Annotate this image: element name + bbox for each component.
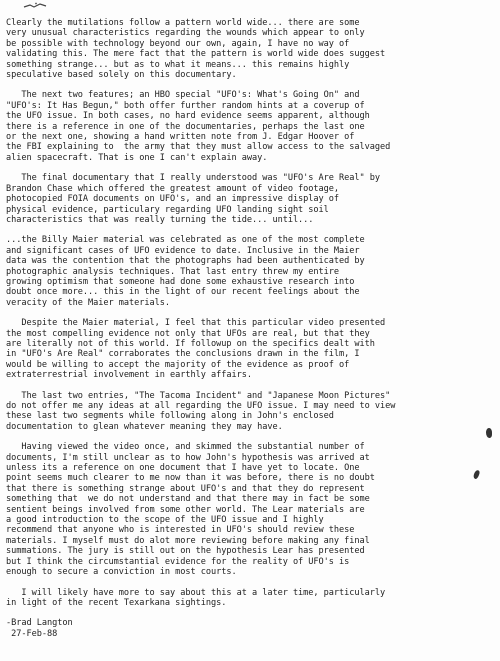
text-line: photographic analysis techniques. That last entry threw my entire: [6, 266, 340, 277]
text-line: very unusual characteristics regarding the wounds which appear to only: [6, 28, 365, 39]
paragraph: [6, 391, 494, 433]
paragraph: [6, 18, 494, 80]
text-line: something that we do not understand and that there may in fact be some: [6, 494, 370, 505]
text-line: Despite the Maier material, I feel that this particular video presented: [6, 318, 386, 329]
signature-name: -Brad Langton: [6, 618, 73, 629]
text-line: the UFO issue. In both cases, no hard evidence seems apparent, although: [6, 111, 370, 122]
signature-date: 27-Feb-88: [6, 628, 58, 639]
text-line: sentient beings involved from some other world. The Lear materials are: [6, 504, 365, 515]
paragraph: [6, 442, 494, 577]
paragraph: [6, 318, 494, 380]
text-line: a good introduction to the scope of the UFO issue and I highly: [6, 515, 324, 526]
text-line: but I think the circumstantial evidence for the reality of UFO's is: [6, 556, 350, 567]
scan-blot-mark: [486, 428, 492, 438]
paragraph: [6, 588, 494, 609]
document-body: [6, 18, 494, 639]
text-line: speculative based solely on this documentary.: [6, 70, 237, 81]
text-line: I will likely have more to say about this at a later time, particularly: [6, 587, 386, 598]
text-line: Brandon Chase which offered the greatest amount of video footage,: [6, 183, 340, 194]
text-line: physical evidence, particulary regarding UFO landing sight soil: [6, 204, 329, 215]
text-line: Having viewed the video once, and skimmed the substantial number of: [6, 442, 365, 453]
text-line: documentation to glean whatever meaning they may have.: [6, 421, 283, 432]
text-line: Clearly the mutilations follow a pattern world wide... there are some: [6, 18, 360, 28]
text-line: unless its a reference on one document that I have yet to locate. One: [6, 463, 360, 474]
text-line: summations. The jury is still out on the hypothesis Lear has presented: [6, 546, 365, 557]
scan-smudge-mark: [22, 2, 48, 10]
text-line: point seems much clearer to me now than it was before, there is no doubt: [6, 473, 375, 484]
text-line: characteristics that was really turning the tide... until...: [6, 214, 314, 225]
text-line: extraterrestrial involvement in earthly affairs.: [6, 370, 252, 381]
text-line: would be willing to accept the majority of the evidence as proof of: [6, 359, 350, 370]
text-line: validating this. The mere fact that the pattern is world wide does suggest: [6, 49, 386, 60]
text-line: and significant cases of UFO evidence to date. Inclusive in the Maier: [6, 245, 360, 256]
text-line: or the next one, showing a hand written note from J. Edgar Hoover of: [6, 132, 355, 143]
text-line: ...the Billy Maier material was celebrated as one of the most complete: [6, 235, 365, 246]
text-line: The final documentary that I really understood was "UFO's Are Real" by: [6, 173, 381, 184]
text-line: that there is something strange about UFO's and that they do represent: [6, 483, 365, 494]
text-line: "UFO's: It Has Begun," both offer further random hints at a coverup of: [6, 100, 365, 111]
text-line: in light of the recent Texarkana sightings.: [6, 597, 227, 608]
text-line: The next two features; an HBO special "UFO's: What's Going On" and: [6, 90, 360, 101]
text-line: these last two segments while following along in John's enclosed: [6, 411, 334, 422]
text-line: something strange... but as to what it means... this remains highly: [6, 59, 350, 70]
text-line: The last two entries, "The Tacoma Incident" and "Japanese Moon Pictures": [6, 390, 391, 401]
text-line: growing optimism that someone had done some exhaustive research into: [6, 276, 355, 287]
text-line: photocopied FOIA documents on UFO's, and an impressive display of: [6, 194, 340, 205]
paragraph: [6, 90, 494, 163]
text-line: do not offer me any ideas at all regarding the UFO issue. I may need to view: [6, 401, 396, 411]
text-line: recommend that anyone who is interested in UFO's should review these: [6, 525, 355, 536]
text-line: doubt once more... this in the light of our recent feelings about the: [6, 287, 360, 298]
text-line: alien spacecraft. That is one I can't explain away.: [6, 152, 268, 163]
text-line: there is a reference in one of the documentaries, perhaps the last one: [6, 121, 365, 132]
text-line: data was the contention that the photographs had been authenticated by: [6, 256, 365, 267]
text-line: be possible with technology beyond our own, again, I have no way of: [6, 38, 350, 49]
text-line: are literally not of this world. If followup on the specifics dealt with: [6, 338, 375, 349]
text-line: the most compelling evidence not only that UFOs are real, but that they: [6, 328, 370, 339]
text-line: documents, I'm still unclear as to how John's hypothesis was arrived at: [6, 452, 370, 463]
text-line: enough to secure a conviction in most courts.: [6, 567, 237, 578]
text-line: the FBI explaining to the army that they must allow access to the salvaged: [6, 142, 391, 153]
signature-block: [6, 618, 494, 639]
text-line: veracity of the Maier materials.: [6, 297, 170, 308]
paragraph: [6, 235, 494, 308]
text-line: materials. I myself must do alot more reviewing before making any final: [6, 535, 370, 546]
text-line: in "UFO's Are Real" corraborates the conclusions drawn in the film, I: [6, 349, 360, 360]
paragraph: [6, 173, 494, 225]
